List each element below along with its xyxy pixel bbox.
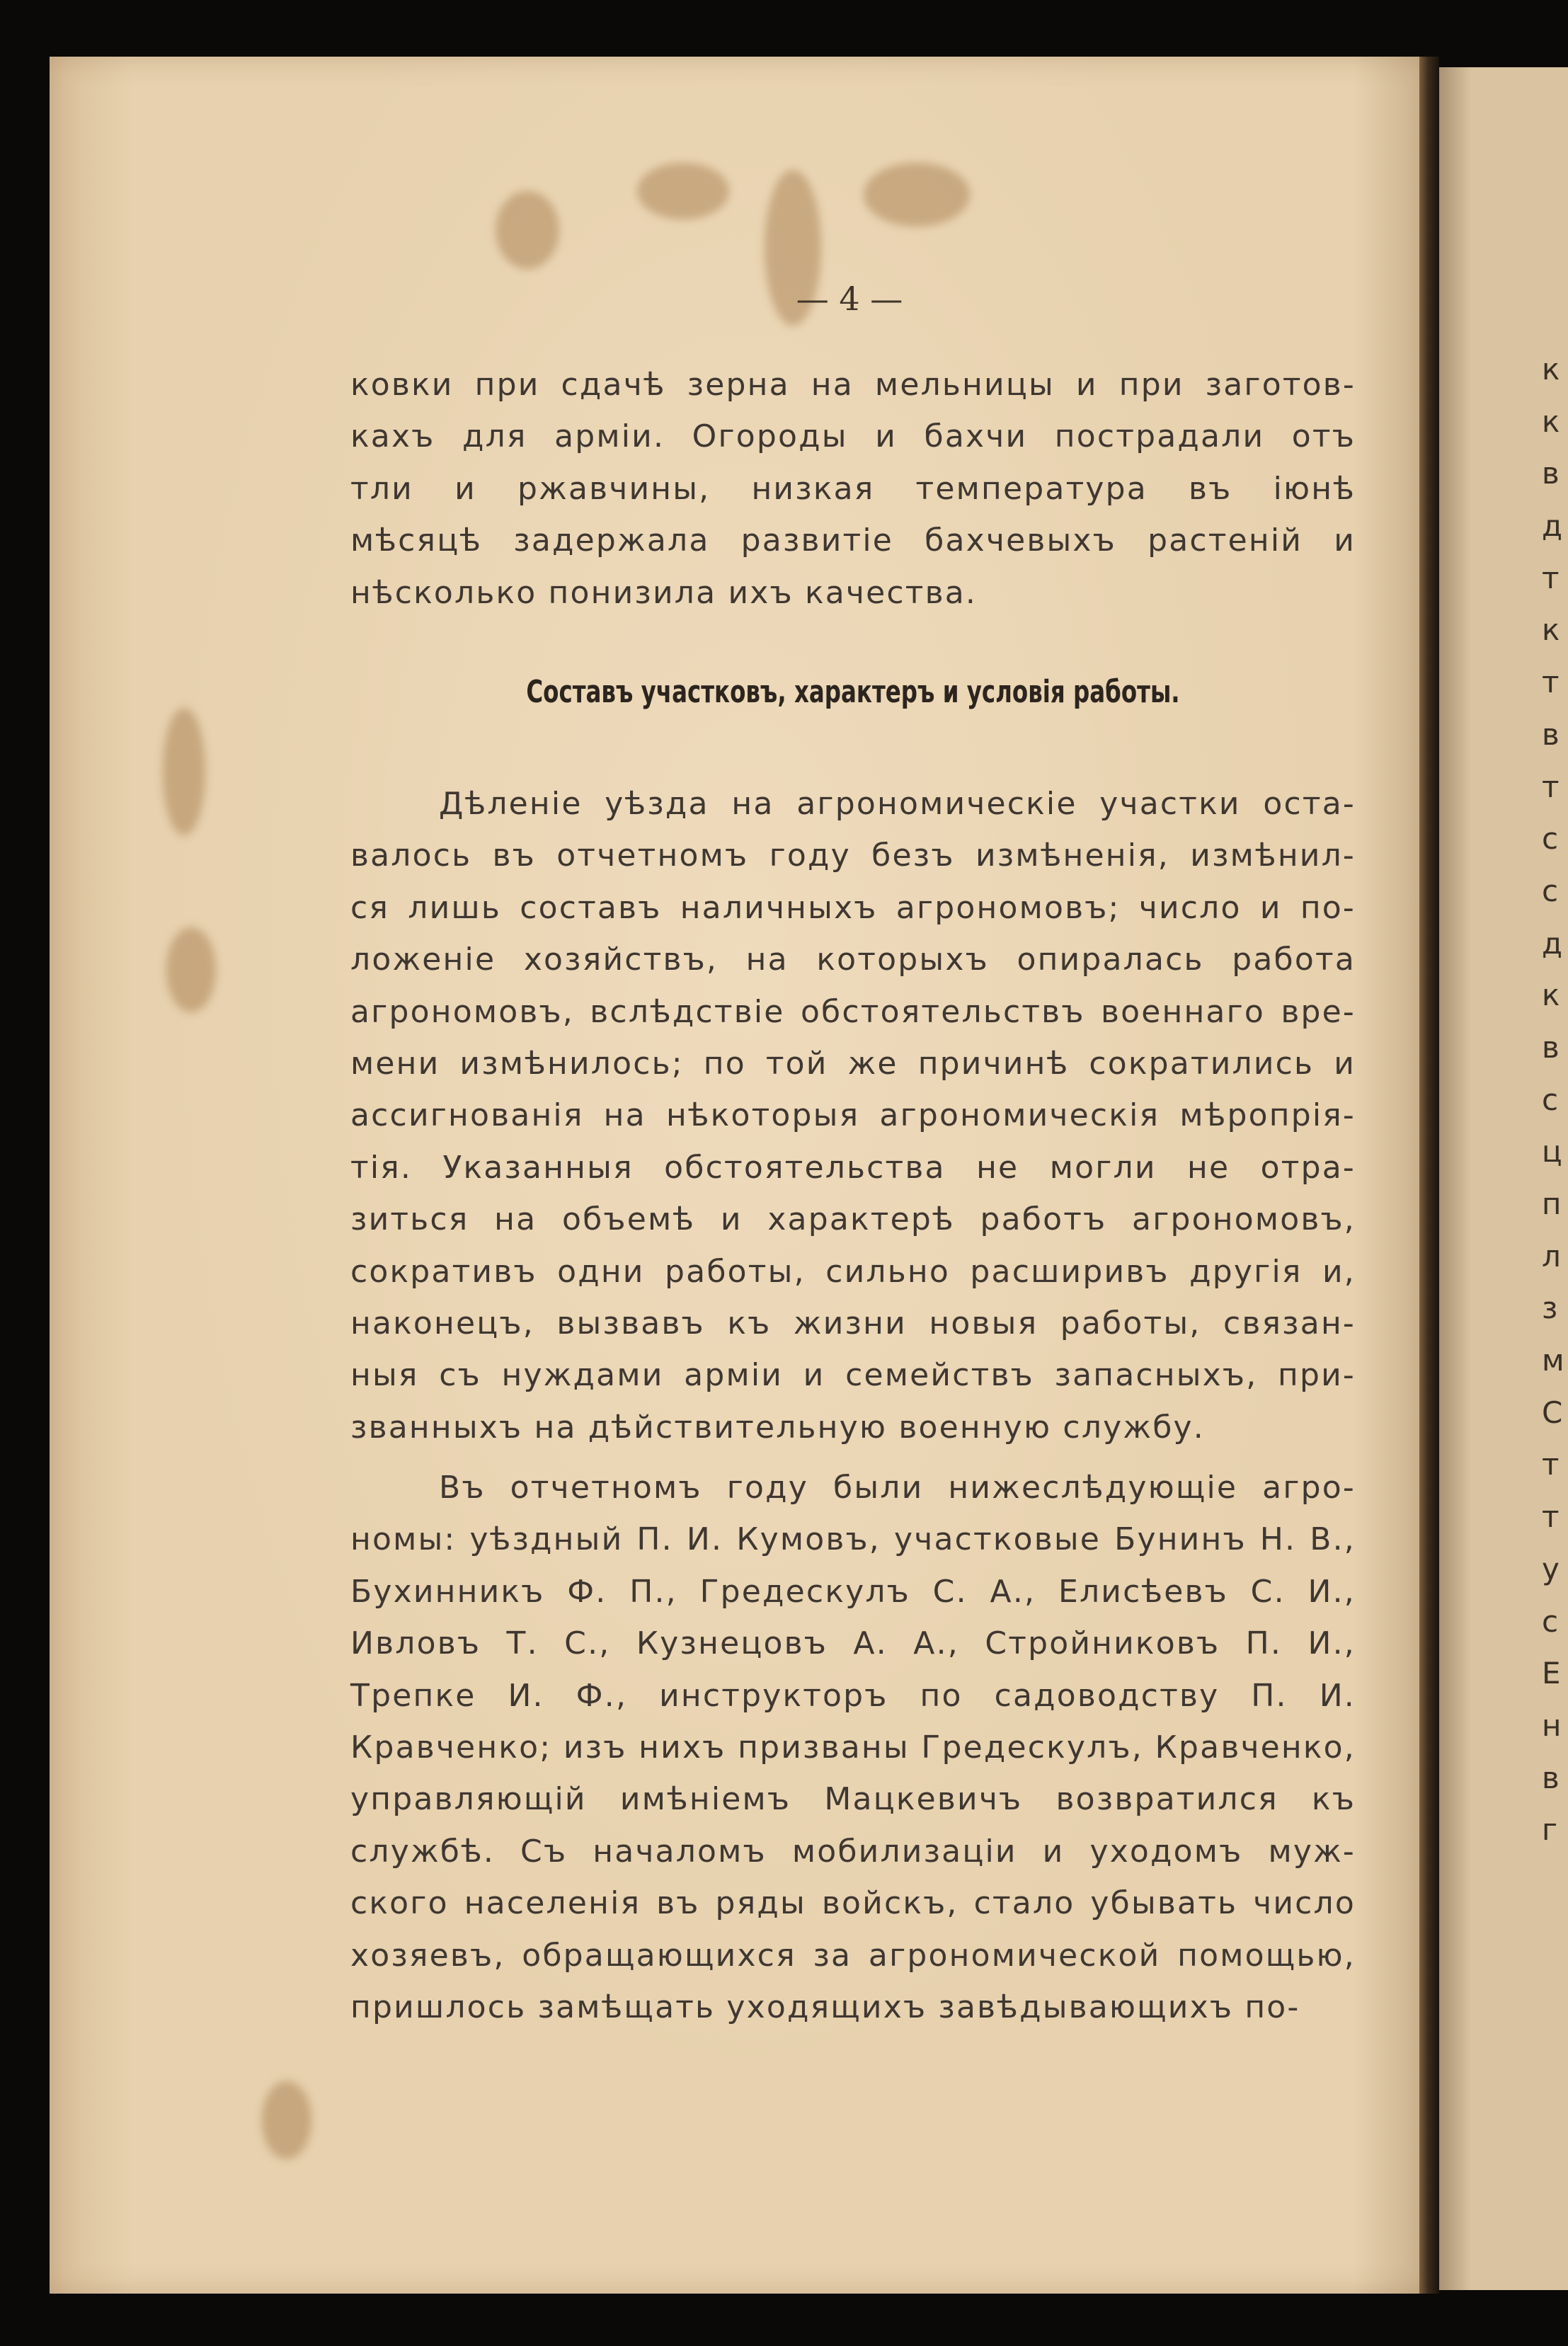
text-line: Кравченко; изъ нихъ призваны Гредескулъ, Кравченко,	[350, 1729, 1356, 1766]
adjacent-page-glyph: т	[1542, 769, 1560, 804]
text-line: пришлось замѣщать уходящихъ завѣдывающихъ по-	[350, 1989, 1300, 2026]
water-stain	[864, 163, 970, 227]
adjacent-page-glyph: н	[1542, 1707, 1562, 1743]
adjacent-page-glyph: п	[1542, 1186, 1562, 1221]
text-line: ского населенія въ ряды войскъ, стало убывать число	[350, 1885, 1356, 1922]
paragraph-2	[350, 1462, 1356, 2033]
book-spine	[1419, 57, 1439, 2294]
adjacent-page-glyph: с	[1542, 1603, 1559, 1639]
water-stain	[496, 191, 559, 269]
paragraph-1	[350, 778, 1356, 1453]
adjacent-page-glyph: с	[1542, 873, 1559, 908]
text-line: валось въ отчетномъ году безъ измѣненія, измѣнил-	[350, 837, 1356, 874]
text-line: номы: уѣздный П. И. Кумовъ, участковые Бунинъ Н. В.,	[350, 1521, 1356, 1558]
adjacent-page-glyph: г	[1542, 1812, 1558, 1848]
text-line: хозяевъ, обращающихся за агрономической помощью,	[350, 1937, 1356, 1974]
adjacent-page-glyph: т	[1542, 665, 1560, 700]
text-line: ковки при сдачѣ зерна на мельницы и при заготов-	[350, 367, 1356, 403]
section-heading: Составъ участковъ, характеръ и условія работы.	[526, 674, 1180, 710]
text-line: Трепке И. Ф., инструкторъ по садоводству П. И.	[350, 1677, 1356, 1714]
text-line: тія. Указанныя обстоятельства не могли не отра-	[350, 1149, 1356, 1186]
text-line: наконецъ, вызвавъ къ жизни новыя работы, связан-	[350, 1305, 1356, 1342]
water-stain	[166, 927, 216, 1012]
adjacent-page-glyph: л	[1542, 1238, 1561, 1274]
text-line: Ивловъ Т. С., Кузнецовъ А. А., Стройниковъ П. И.,	[350, 1625, 1356, 1662]
adjacent-page-glyph: к	[1542, 404, 1560, 439]
text-line: Дѣленіе уѣзда на агрономическіе участки оста-	[439, 786, 1356, 822]
water-stain	[637, 163, 729, 219]
text-line: Бухинникъ Ф. П., Гредескулъ С. А., Елисѣевъ С. И.,	[350, 1573, 1356, 1610]
adjacent-page-glyph: з	[1542, 1291, 1558, 1326]
adjacent-page-glyph: в	[1542, 716, 1560, 752]
adjacent-page-glyph: в	[1542, 1029, 1560, 1065]
adjacent-page-glyph: т	[1542, 1499, 1560, 1535]
adjacent-page-glyph: у	[1542, 1551, 1560, 1586]
text-line: сокративъ одни работы, сильно расширивъ другія и,	[350, 1253, 1356, 1290]
text-line: ся лишь составъ наличныхъ агрономовъ; число и по-	[350, 889, 1356, 926]
text-line: мѣсяцѣ задержала развитіе бахчевыхъ растеній и	[350, 522, 1356, 559]
text-line: тли и ржавчины, низкая температура въ іюнѣ	[350, 470, 1356, 507]
paragraph-top	[350, 359, 1356, 619]
adjacent-page-glyph: с	[1542, 821, 1559, 857]
adjacent-page-glyph: в	[1542, 456, 1560, 491]
adjacent-page-glyph: ц	[1542, 1134, 1562, 1169]
adjacent-page-glyph: м	[1542, 1343, 1564, 1378]
text-line: агрономовъ, вслѣдствіе обстоятельствъ военнаго вре-	[350, 993, 1356, 1030]
adjacent-page-glyph: т	[1542, 560, 1560, 595]
text-line: кахъ для арміи. Огороды и бахчи пострадали отъ	[350, 418, 1356, 455]
adjacent-page-glyph: т	[1542, 1447, 1560, 1482]
text-line: зиться на объемѣ и характерѣ работъ агрономовъ,	[350, 1201, 1356, 1238]
text-line: ныя съ нуждами арміи и семействъ запасныхъ, при-	[350, 1357, 1356, 1394]
text-line: ассигнованія на нѣкоторыя агрономическія мѣропрія-	[350, 1097, 1356, 1134]
text-line: мени измѣнилось; по той же причинѣ сократились и	[350, 1046, 1356, 1082]
adjacent-page-text	[1542, 343, 1568, 1856]
adjacent-page-glyph: С	[1542, 1395, 1563, 1430]
adjacent-page-glyph: в	[1542, 1760, 1560, 1795]
adjacent-page-glyph: к	[1542, 352, 1560, 387]
adjacent-page-glyph: к	[1542, 612, 1560, 648]
text-line: службѣ. Съ началомъ мобилизаціи и уходомъ муж-	[350, 1833, 1356, 1870]
text-line: ложеніе хозяйствъ, на которыхъ опиралась работа	[350, 942, 1356, 978]
adjacent-page-glyph: к	[1542, 978, 1560, 1013]
water-stain	[163, 708, 205, 835]
text-line: званныхъ на дѣйствительную военную службу.	[350, 1409, 1205, 1446]
text-line: Въ отчетномъ году были нижеслѣдующіе агро-	[439, 1470, 1356, 1506]
text-line: нѣсколько понизила ихъ качества.	[350, 574, 978, 611]
text-line: управляющій имѣніемъ Мацкевичъ возвратился къ	[350, 1781, 1356, 1818]
adjacent-page-glyph: д	[1542, 508, 1563, 544]
water-stain	[262, 2081, 311, 2159]
adjacent-page-glyph: с	[1542, 1082, 1559, 1117]
adjacent-page-glyph: д	[1542, 925, 1563, 961]
adjacent-page-glyph: Е	[1542, 1656, 1561, 1691]
page-number: — 4 —	[796, 280, 903, 318]
